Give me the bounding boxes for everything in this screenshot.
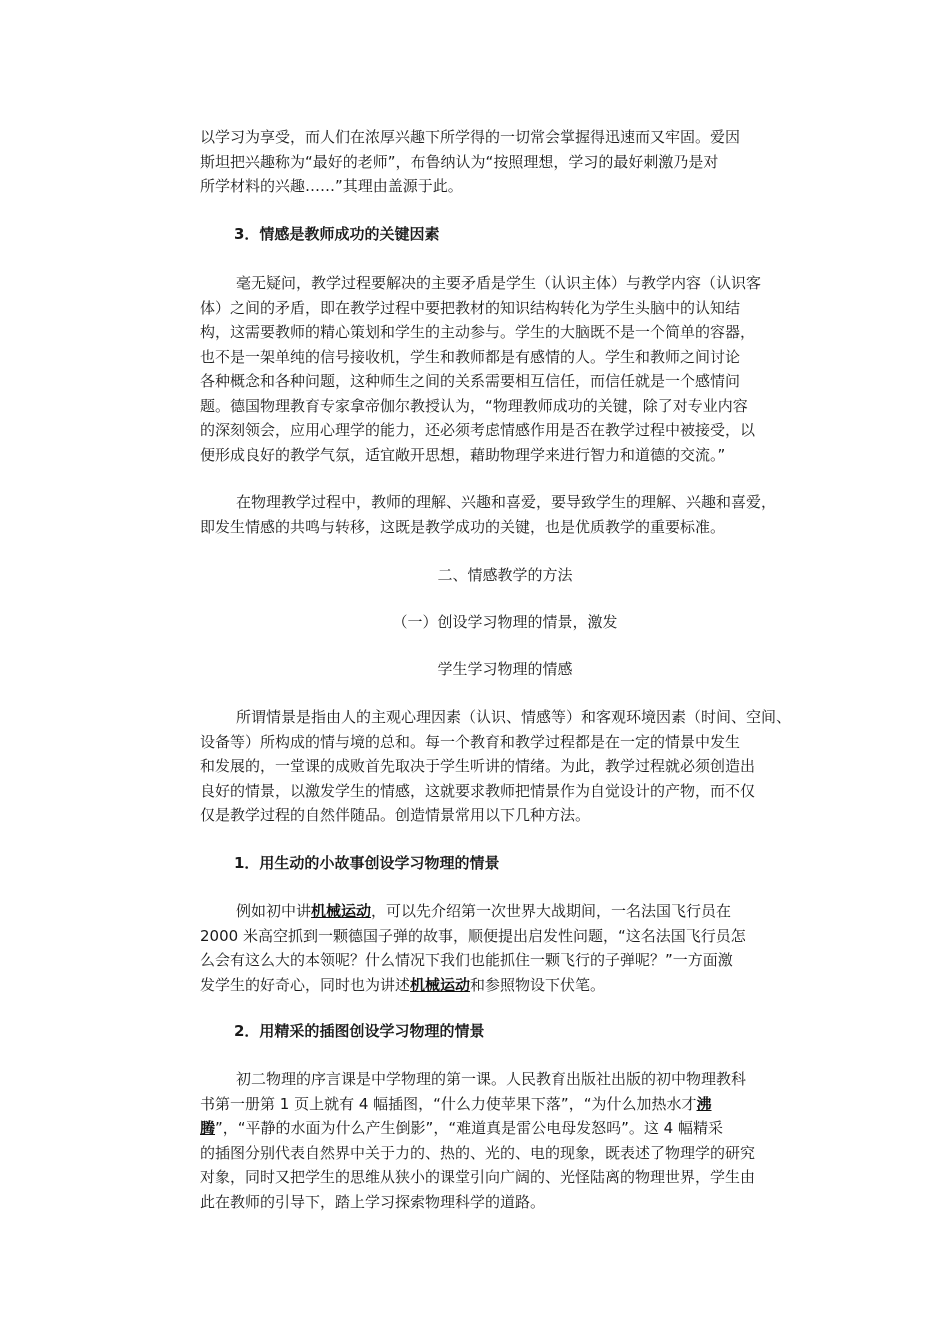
text-line: 么会有这么大的本领呢？什么情况下我们也能抓住一颗飞行的子弹呢？”一方面激	[200, 951, 733, 969]
text-line: 所谓情景是指由人的主观心理因素（认识、情感等）和客观环境因素（时间、空间、	[236, 708, 792, 726]
emotion-paragraph	[200, 271, 810, 467]
story-paragraph	[200, 899, 810, 997]
text-line: 构，这需要教师的精心策划和学生的主动参与。学生的大脑既不是一个简单的容器，	[200, 323, 756, 341]
text-line: 2000 米高空抓到一颗德国子弹的故事，顺便提出启发性问题，“这名法国飞行员怎	[200, 926, 746, 945]
text-line: 所学材料的兴趣……”其理由盖源于此。	[200, 177, 463, 195]
heading-1: 1．用生动的小故事创设学习物理的情景	[234, 854, 500, 872]
heading-3: 3．情感是教师成功的关键因素	[234, 225, 440, 243]
text-line: 体）之间的矛盾，即在教学过程中要把教材的知识结构转化为学生头脑中的认知结	[200, 298, 741, 317]
text-line: 便形成良好的教学气氛，适宜敞开思想，藉助物理学来进行智力和道德的交流。”	[200, 445, 726, 464]
text-line: 良好的情景，以激发学生的情感，这就要求教师把情景作为自觉设计的产物，而不仅	[200, 781, 756, 800]
keyword-link[interactable]: 腾	[200, 1119, 216, 1137]
keyword-link[interactable]: 机械运动	[311, 902, 372, 920]
text-span: 和参照物设下伏笔。	[470, 975, 606, 994]
text-line: 在物理教学过程中，教师的理解、兴趣和喜爱，要导致学生的理解、兴趣和喜爱，	[236, 493, 777, 511]
text-line: 仅是教学过程的自然伴随品。创造情景常用以下几种方法。	[200, 806, 591, 824]
text-span: 发学生的好奇心，同时也为讲述	[200, 975, 411, 994]
text-line: 题。德国物理教育专家拿帝伽尔教授认为，“物理教师成功的关键，除了对专业内容	[200, 396, 748, 415]
keyword-link[interactable]: 机械运动	[410, 975, 471, 994]
text-line: 斯坦把兴趣称为“最好的老师”，布鲁纳认为“按照理想，学习的最好刺激乃是对	[200, 152, 719, 171]
intro-paragraph	[200, 125, 810, 199]
text-line	[200, 973, 810, 998]
text-line: 也不是一架单纯的信号接收机，学生和教师都是有感情的人。学生和教师之间讨论	[200, 347, 741, 366]
physics-paragraph	[200, 490, 810, 539]
text-line: 以学习为享受，而人们在浓厚兴趣下所学得的一切常会掌握得迅速而又牢固。爱因	[200, 128, 741, 146]
text-line: 的深刻领会，应用心理学的能力，还必须考虑情感作用是否在教学过程中被接受，以	[200, 421, 756, 439]
text-line: 设备等）所构成的情与境的总和。每一个教育和教学过程都是在一定的情景中发生	[200, 732, 741, 751]
text-line: 各种概念和各种问题，这种师生之间的关系需要相互信任，而信任就是一个感情问	[200, 372, 741, 390]
text-line	[200, 1116, 810, 1141]
text-line	[200, 1092, 810, 1117]
text-line: 对象，同时又把学生的思维从狭小的课堂引向广阔的、光怪陆离的物理世界，学生由	[200, 1168, 756, 1186]
keyword-link[interactable]: 沸	[696, 1094, 712, 1113]
text-line: 毫无疑问，教学过程要解决的主要矛盾是学生（认识主体）与教学内容（认识客	[236, 274, 762, 292]
subsection-title: （一）创设学习物理的情景，激发	[392, 613, 618, 631]
text-line: 此在教师的引导下，踏上学习探索物理科学的道路。	[200, 1192, 546, 1211]
section-title: 二、情感教学的方法	[437, 566, 573, 584]
heading-2: 2．用精采的插图创设学习物理的情景	[234, 1022, 485, 1040]
text-span: 例如初中讲	[236, 902, 312, 920]
subsection-title-cont: 学生学习物理的情感	[437, 660, 573, 678]
text-span: ”，“平静的水面为什么产生倒影”，“难道真是雷公电母发怒吗”。这 4 幅精采	[215, 1119, 723, 1137]
text-line	[200, 899, 810, 924]
text-span: 书第一册第 1 页上就有 4 幅插图，“什么力使苹果下落”，“为什么加热水才	[200, 1094, 697, 1113]
text-line: 初二物理的序言课是中学物理的第一课。人民教育出版社出版的初中物理教科	[236, 1070, 747, 1088]
illustration-paragraph	[200, 1067, 810, 1214]
text-line: 和发展的，一堂课的成败首先取决于学生听讲的情绪。为此，教学过程就必须创造出	[200, 757, 756, 775]
text-line: 的插图分别代表自然界中关于力的、热的、光的、电的现象，既表述了物理学的研究	[200, 1143, 756, 1162]
text-span: ，可以先介绍第一次世界大战期间，一名法国飞行员在	[371, 902, 732, 920]
scene-paragraph	[200, 705, 810, 828]
text-line: 即发生情感的共鸣与转移，这既是教学成功的关键，也是优质教学的重要标准。	[200, 517, 726, 536]
